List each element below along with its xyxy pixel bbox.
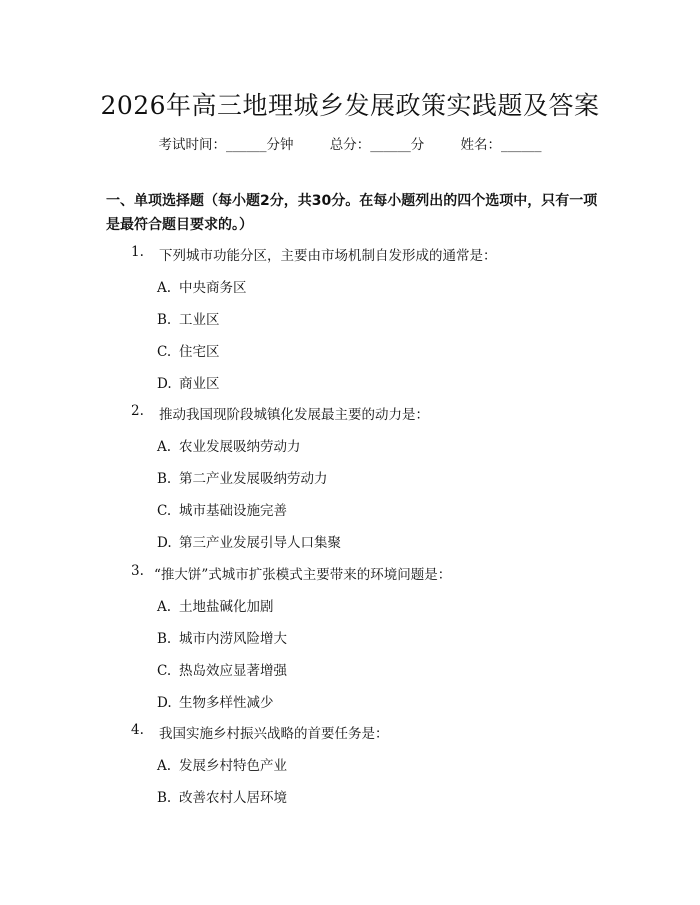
question-text: 推动我国现阶段城镇化发展最主要的动力是： [159, 407, 429, 423]
option-letter: B. [157, 312, 172, 328]
option-text: 商业区 [179, 376, 220, 392]
document-title: 2026年高三地理城乡发展政策实践题及答案 [100, 91, 600, 120]
option-letter: C. [157, 503, 172, 519]
option-text: 第三产业发展引导人口集聚 [179, 535, 341, 551]
option-letter: A. [157, 599, 172, 615]
option-letter: B. [157, 631, 172, 647]
option-text: 土地盐碱化加剧 [179, 599, 274, 615]
option-text: 第二产业发展吸纳劳动力 [179, 471, 328, 487]
option-letter: B. [157, 471, 172, 487]
option-letter: D. [157, 695, 172, 711]
question-number: 2. [131, 403, 144, 419]
total-score-field: 总分：______分 [329, 137, 425, 153]
option-text: 发展乡村特色产业 [179, 758, 287, 774]
option-letter: A. [157, 439, 172, 455]
option-text: 改善农村人居环境 [179, 790, 287, 806]
option-letter: D. [157, 535, 172, 551]
section-heading: 一、单项选择题（每小题2分，共30分。在每小题列出的四个选项中，只有一项是最符合题目要求的。） [106, 193, 598, 233]
student-name-field: 姓名：______ [460, 137, 542, 153]
option-letter: A. [157, 280, 172, 296]
option-letter: C. [157, 344, 172, 360]
exam-time-field: 考试时间：______分钟 [158, 137, 294, 153]
option-letter: A. [157, 758, 172, 774]
option-text: 热岛效应显著增强 [179, 663, 287, 679]
option-text: 农业发展吸纳劳动力 [179, 439, 301, 455]
question-text: 下列城市功能分区，主要由市场机制自发形成的通常是： [159, 248, 497, 264]
question-number: 4. [131, 722, 144, 738]
question-number: 3. [131, 563, 144, 579]
option-text: 城市基础设施完善 [179, 503, 287, 519]
option-text: 城市内涝风险增大 [179, 631, 287, 647]
option-text: 工业区 [179, 312, 220, 328]
question-text: 我国实施乡村振兴战略的首要任务是： [159, 726, 389, 742]
option-text: 住宅区 [179, 344, 220, 360]
option-letter: D. [157, 376, 172, 392]
option-letter: B. [157, 790, 172, 806]
option-letter: C. [157, 663, 172, 679]
option-text: 生物多样性减少 [179, 695, 274, 711]
question-number: 1. [131, 244, 144, 260]
option-text: 中央商务区 [179, 280, 247, 296]
exam-meta-line [0, 133, 700, 153]
question-text: “推大饼”式城市扩张模式主要带来的环境问题是： [154, 567, 452, 583]
